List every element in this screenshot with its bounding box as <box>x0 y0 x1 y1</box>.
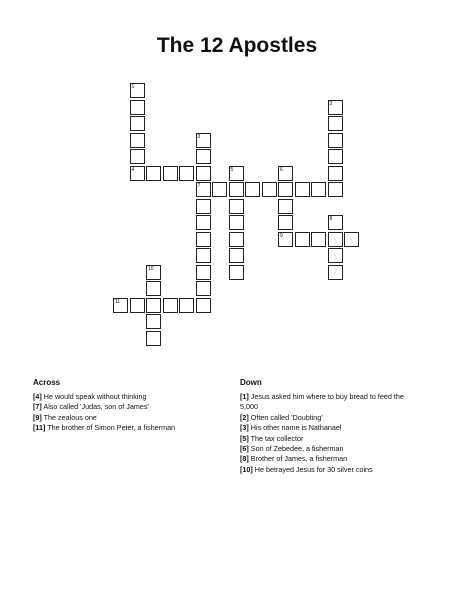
grid-cell[interactable] <box>311 182 326 197</box>
down-heading: Down <box>240 378 262 387</box>
clue-text: The brother of Simon Peter, a fisherman <box>45 423 176 433</box>
grid-cell[interactable] <box>196 199 211 214</box>
grid-cell[interactable] <box>262 182 277 197</box>
down-clue <box>240 423 420 433</box>
grid-cell[interactable] <box>130 100 145 115</box>
grid-cell[interactable] <box>196 281 211 296</box>
grid-cell[interactable] <box>278 199 293 214</box>
grid-cell[interactable] <box>130 83 145 98</box>
grid-cell[interactable] <box>130 149 145 164</box>
down-clue <box>240 454 420 464</box>
clue-number: 11 <box>115 298 121 305</box>
grid-cell[interactable] <box>196 182 211 197</box>
grid-cell[interactable] <box>328 232 343 247</box>
grid-cell[interactable] <box>328 166 343 181</box>
down-clue <box>240 434 420 444</box>
page-title: The 12 Apostles <box>156 34 318 57</box>
grid-cell[interactable] <box>229 166 244 181</box>
grid-cell[interactable] <box>196 149 211 164</box>
grid-cell[interactable] <box>146 298 161 313</box>
grid-cell[interactable] <box>196 265 211 280</box>
across-clue <box>33 392 175 402</box>
grid-cell[interactable] <box>229 248 244 263</box>
grid-cell[interactable] <box>146 265 161 280</box>
clue-text: He betrayed Jesus for 30 silver coins <box>252 464 373 474</box>
grid-cell[interactable] <box>130 166 145 181</box>
grid-cell[interactable] <box>212 182 227 197</box>
grid-cell[interactable] <box>328 116 343 131</box>
grid-cell[interactable] <box>196 166 211 181</box>
clue-text: Jesus asked him where to buy bread to feed the 5,000 <box>240 392 404 412</box>
clue-number: 10 <box>148 265 154 272</box>
grid-cell[interactable] <box>130 133 145 148</box>
grid-cell[interactable] <box>328 248 343 263</box>
grid-cell[interactable] <box>295 182 310 197</box>
clue-number: 9 <box>280 232 283 239</box>
grid-cell[interactable] <box>229 199 244 214</box>
grid-cell[interactable] <box>196 232 211 247</box>
grid-cell[interactable] <box>130 116 145 131</box>
grid-cell[interactable] <box>196 215 211 230</box>
grid-cell[interactable] <box>179 166 194 181</box>
grid-cell[interactable] <box>328 133 343 148</box>
grid-cell[interactable] <box>229 215 244 230</box>
grid-cell[interactable] <box>179 298 194 313</box>
grid-cell[interactable] <box>196 298 211 313</box>
grid-cell[interactable] <box>229 232 244 247</box>
clue-text: Often called 'Doubting' <box>248 412 323 422</box>
grid-cell[interactable] <box>163 298 178 313</box>
clue-number: 8 <box>329 216 333 222</box>
clue-text: The tax collector <box>248 433 304 443</box>
grid-cell[interactable] <box>278 232 293 247</box>
clue-text: Brother of James, a fisherman <box>248 454 348 464</box>
clue-number: 3 <box>197 133 201 140</box>
clue-number: 5 <box>230 166 234 173</box>
grid-cell[interactable] <box>328 182 343 197</box>
across-clue <box>33 402 175 412</box>
down-clue <box>240 392 420 413</box>
clue-ref: [2] <box>240 412 249 422</box>
clue-text: Also called 'Judas, son of James' <box>41 402 149 412</box>
grid-cell[interactable] <box>113 298 128 313</box>
grid-cell[interactable] <box>278 182 293 197</box>
clue-number: 6 <box>280 166 283 173</box>
clue-ref: [7] <box>33 402 42 412</box>
grid-cell[interactable] <box>295 232 310 247</box>
clue-number: 7 <box>197 183 201 189</box>
grid-cell[interactable] <box>328 215 343 230</box>
down-clue <box>240 444 420 454</box>
grid-cell[interactable] <box>229 182 244 197</box>
clue-ref: [9] <box>33 412 42 422</box>
clue-number: 1 <box>131 84 135 90</box>
grid-cell[interactable] <box>278 166 293 181</box>
grid-cell[interactable] <box>146 166 161 181</box>
clue-ref: [10] <box>240 464 253 474</box>
grid-cell[interactable] <box>344 232 359 247</box>
across-clue-list <box>33 392 175 434</box>
down-clue-list <box>240 392 420 475</box>
grid-cell[interactable] <box>278 215 293 230</box>
down-clue <box>240 413 420 423</box>
grid-cell[interactable] <box>146 314 161 329</box>
clue-ref: [3] <box>240 423 249 433</box>
clue-ref: [5] <box>240 433 249 443</box>
grid-cell[interactable] <box>328 100 343 115</box>
across-heading: Across <box>33 378 61 387</box>
clue-text: Son of Zebedee, a fisherman <box>248 444 344 454</box>
grid-cell[interactable] <box>163 166 178 181</box>
clue-text: His other name is Nathanael <box>248 423 342 433</box>
grid-cell[interactable] <box>196 248 211 263</box>
clue-number: 4 <box>131 166 135 173</box>
down-clue <box>240 465 420 475</box>
clue-text: The zealous one <box>41 412 97 422</box>
grid-cell[interactable] <box>311 232 326 247</box>
clue-ref: [4] <box>33 392 42 401</box>
grid-cell[interactable] <box>328 149 343 164</box>
grid-cell[interactable] <box>146 281 161 296</box>
clue-number: 2 <box>329 100 333 107</box>
across-clue <box>33 423 175 433</box>
grid-cell[interactable] <box>328 265 343 280</box>
clue-text: He would speak without thinking <box>41 392 147 401</box>
clue-ref: [6] <box>240 444 249 454</box>
grid-cell[interactable] <box>196 133 211 148</box>
grid-cell[interactable] <box>245 182 260 197</box>
grid-cell[interactable] <box>146 331 161 346</box>
across-clue <box>33 413 175 423</box>
grid-cell[interactable] <box>229 265 244 280</box>
clue-ref: [11] <box>33 423 46 433</box>
grid-cell[interactable] <box>130 298 145 313</box>
clue-ref: [1] <box>240 392 249 401</box>
clue-ref: [8] <box>240 454 249 464</box>
